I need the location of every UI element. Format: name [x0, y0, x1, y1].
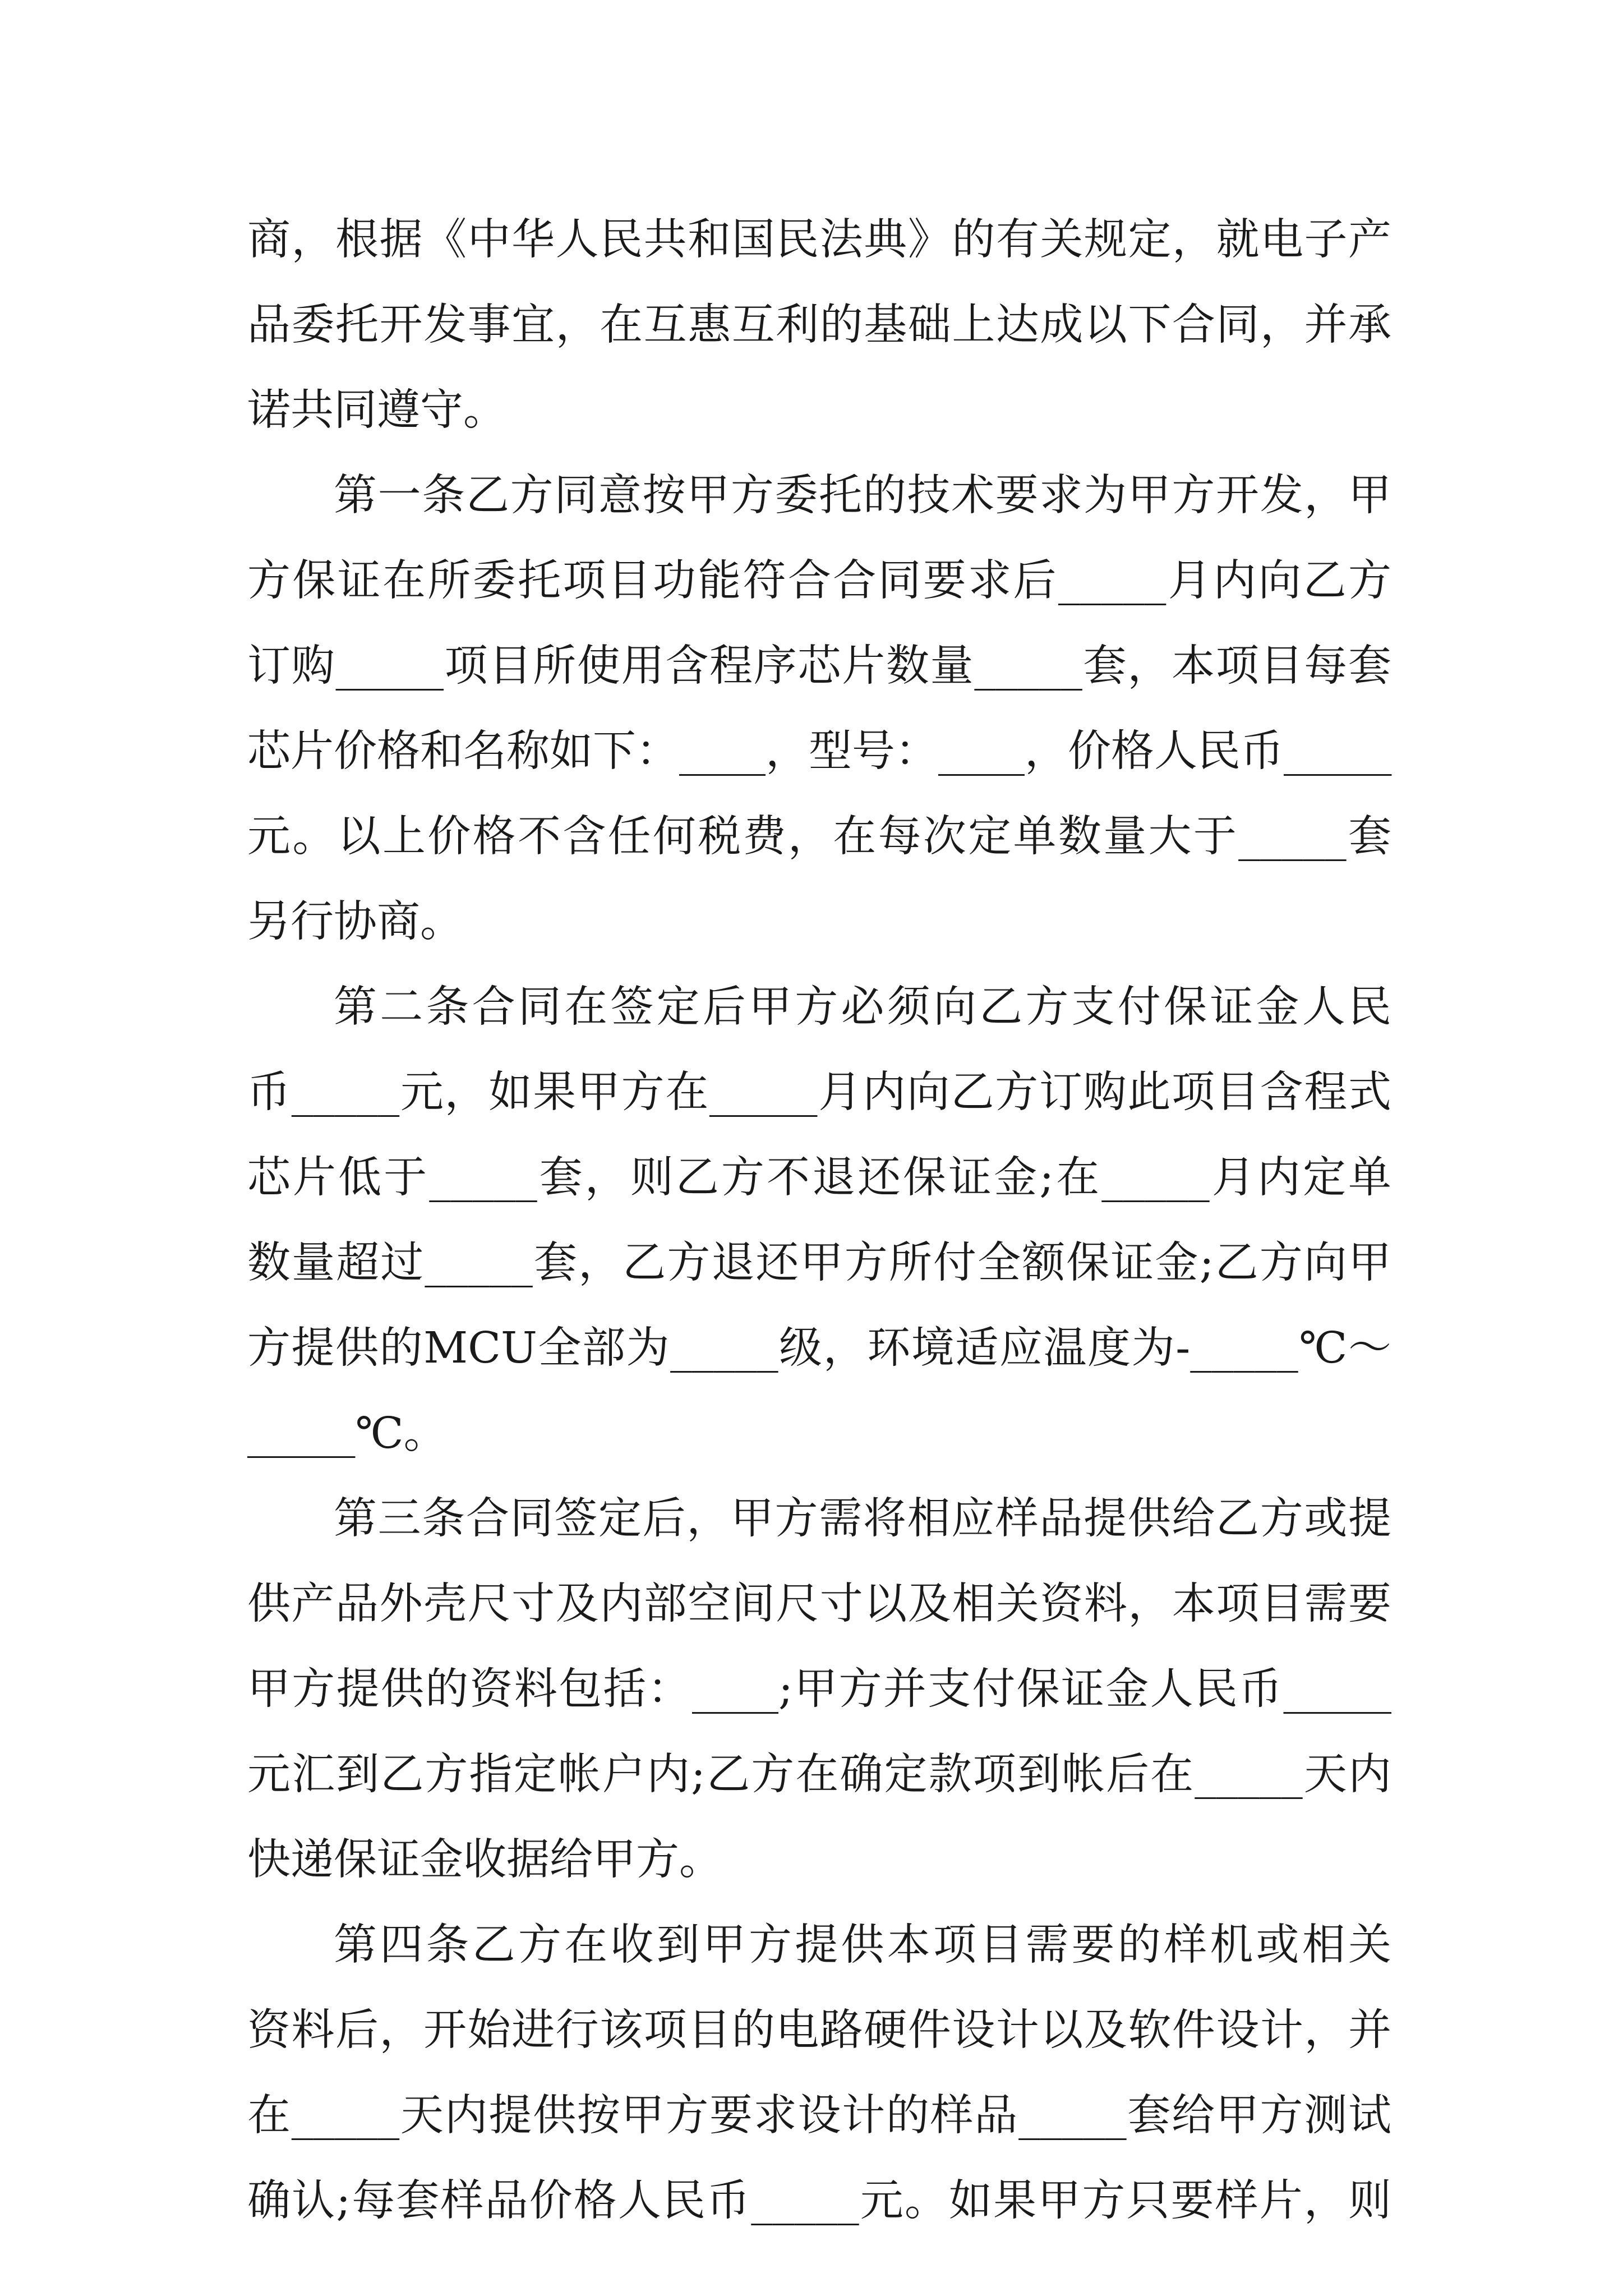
text-line: 诺共同遵守。 — [247, 385, 506, 435]
text-line: 数量超过_____套，乙方退还甲方所付全额保证金;乙方向甲 — [247, 1238, 1391, 1288]
text-line: 订购_____项目所使用含程序芯片数量_____套，本项目每套 — [247, 641, 1391, 691]
clause-3-heading-line: 第三条合同签定后，甲方需将相应样品提供给乙方或提 — [334, 1494, 1391, 1544]
clause-1-heading-line: 第一条乙方同意按甲方委托的技术要求为甲方开发，甲 — [334, 471, 1391, 521]
text-line: 快递保证金收据给甲方。 — [247, 1835, 722, 1885]
text-line: 币_____元，如果甲方在_____月内向乙方订购此项目含程式 — [247, 1068, 1391, 1117]
text-line: 芯片低于_____套，则乙方不退还保证金;在_____月内定单 — [247, 1153, 1391, 1203]
text-line: 商，根据《中华人民共和国民法典》的有关规定，就电子产 — [247, 215, 1391, 265]
text-line: 另行协商。 — [247, 897, 463, 947]
text-line: 芯片价格和名称如下：____，型号：____，价格人民币_____ — [247, 726, 1392, 776]
text-line: 确认;每套样品价格人民币_____元。如果甲方只要样片，则 — [247, 2176, 1391, 2226]
clause-2-heading-line: 第二条合同在签定后甲方必须向乙方支付保证金人民 — [334, 982, 1391, 1032]
contract-body — [247, 197, 1391, 2244]
text-line: 供产品外壳尺寸及内部空间尺寸以及相关资料，本项目需要 — [247, 1579, 1391, 1629]
text-line: _____℃。 — [247, 1409, 447, 1458]
text-line: 元汇到乙方指定帐户内;乙方在确定款项到帐后在_____天内 — [247, 1750, 1391, 1800]
text-line: 方提供的MCU全部为_____级，环境适应温度为-_____℃～ — [247, 1323, 1391, 1373]
clause-4-heading-line: 第四条乙方在收到甲方提供本项目需要的样机或相关 — [334, 1920, 1391, 1970]
text-line: 资料后，开始进行该项目的电路硬件设计以及软件设计，并 — [247, 2005, 1391, 2055]
text-line: 甲方提供的资料包括：____;甲方并支付保证金人民币_____ — [247, 1664, 1391, 1714]
text-line: 方保证在所委托项目功能符合合同要求后_____月内向乙方 — [247, 556, 1391, 606]
text-line: 在_____天内提供按甲方要求设计的样品_____套给甲方测试 — [247, 2091, 1391, 2141]
text-line: 品委托开发事宜，在互惠互利的基础上达成以下合同，并承 — [247, 300, 1391, 350]
text-line: 元。以上价格不含任何税费，在每次定单数量大于_____套 — [247, 812, 1391, 862]
